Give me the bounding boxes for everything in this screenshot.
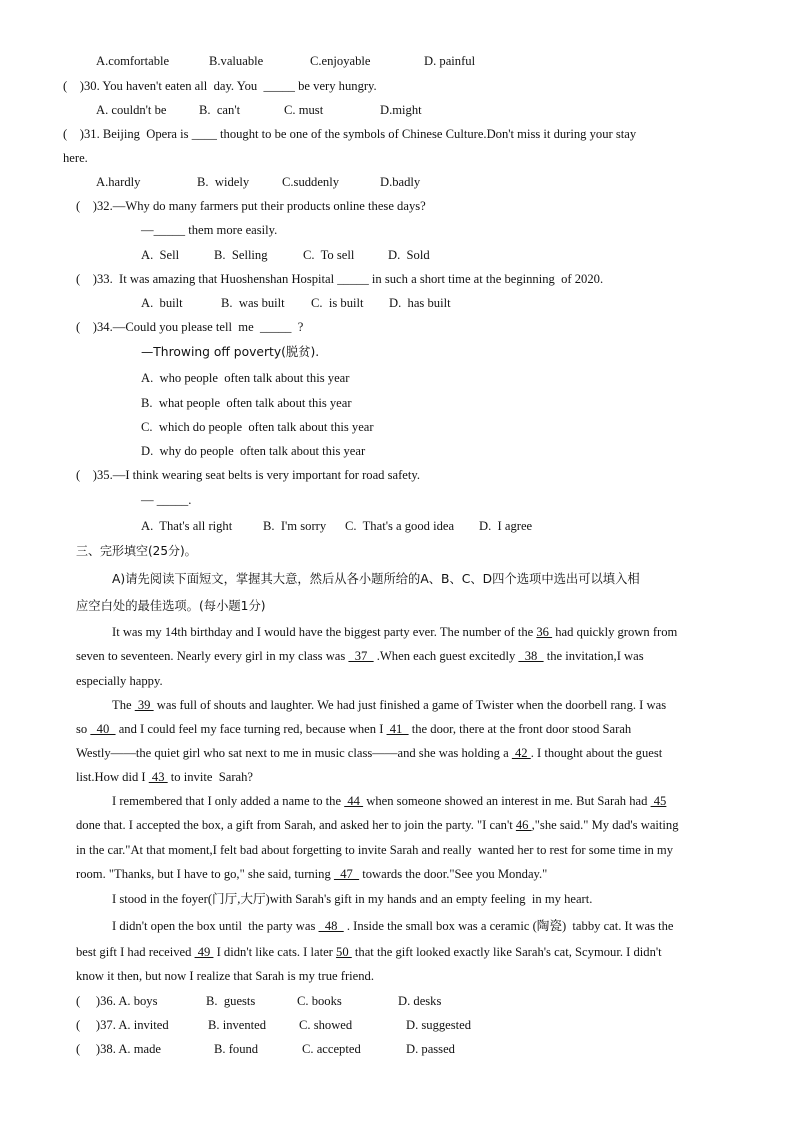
blank-44: 44 (344, 794, 364, 808)
q34-option-a: A. who people often talk about this year (141, 371, 350, 385)
passage-line: The 39 was full of shouts and laughter. We had just finished a game of Twister when the doorbell rang. I was (112, 698, 667, 712)
section-instruction-line1: A)请先阅读下面短文，掌握其大意，然后从各小题所给的A、B、C、D四个选项中选出可以填入相 (112, 572, 640, 586)
q31-stem-cont: here. (63, 151, 88, 165)
passage-line: so 40 and I could feel my face turning red, because when I 41 the door, there at the front door stood Sarah (76, 722, 632, 736)
passage-line: especially happy. (76, 674, 163, 688)
blank-38: 38 (518, 649, 544, 663)
q38-stem: ( )38. A. made (76, 1042, 161, 1056)
q29-option-c: C.enjoyable (310, 54, 371, 68)
q35-stem-cont: — _____. (141, 493, 192, 507)
passage-line: Westly——the quiet girl who sat next to me in music class——and she was holding a 42 . I thought about the guest (76, 746, 663, 760)
passage-line: I stood in the foyer(门厅,大厅)with Sarah's gift in my hands and an empty feeling in my heart. (112, 892, 593, 906)
q38-option-b: B. found (214, 1042, 259, 1056)
q36-stem: ( )36. A. boys (76, 994, 158, 1008)
passage-line: I didn't open the box until the party was 48 . Inside the small box was a ceramic (陶瓷) tabby cat. It was the (112, 919, 674, 933)
q33-stem: ( )33. It was amazing that Huoshenshan Hospital _____ in such a short time at the beginning of 2020. (76, 272, 604, 286)
q30-stem: ( )30. You haven't eaten all day. You _____ be very hungry. (63, 79, 377, 93)
q34-stem-cont: —Throwing off poverty(脱贫). (141, 345, 320, 359)
blank-48: 48 (318, 919, 344, 933)
q37-option-b: B. invented (208, 1018, 267, 1032)
q36-option-b: B. guests (206, 994, 256, 1008)
blank-46: 46 (515, 818, 532, 832)
q34-stem: ( )34.—Could you please tell me _____ ? (76, 320, 304, 334)
q34-option-b: B. what people often talk about this year (141, 396, 352, 410)
passage-line: room. "Thanks, but I have to go," she said, turning 47 towards the door."See you Monday." (76, 867, 548, 881)
q31-option-a: A.hardly (96, 175, 141, 189)
q30-option-d: D.might (380, 103, 422, 117)
q31-option-c: C.suddenly (282, 175, 340, 189)
q30-option-b: B. can't (199, 103, 241, 117)
q36-option-c: C. books (297, 994, 342, 1008)
q32-option-d: D. Sold (388, 248, 430, 262)
q35-stem: ( )35.—I think wearing seat belts is very important for road safety. (76, 468, 421, 482)
q34-option-d: D. why do people often talk about this year (141, 444, 366, 458)
blank-36: 36 (536, 625, 553, 639)
q34-option-c: C. which do people often talk about this year (141, 420, 374, 434)
q37-option-c: C. showed (299, 1018, 353, 1032)
passage-line: best gift I had received 49 I didn't like cats. I later 50 that the gift looked exactly like Sarah's cat, Scymour. I didn't (76, 945, 662, 959)
blank-49: 49 (194, 945, 214, 959)
blank-42: 42 (511, 746, 531, 760)
blank-47: 47 (333, 867, 360, 881)
passage-line: list.How did I 43 to invite Sarah? (76, 770, 253, 784)
q35-option-a: A. That's all right (141, 519, 233, 533)
q31-option-b: B. widely (197, 175, 250, 189)
blank-50: 50 (336, 945, 352, 959)
q32-stem: ( )32.—Why do many farmers put their products online these days? (76, 199, 426, 213)
q32-option-b: B. Selling (214, 248, 268, 262)
blank-39: 39 (134, 698, 154, 712)
q30-option-a: A. couldn't be (96, 103, 167, 117)
q31-option-d: D.badly (380, 175, 421, 189)
passage-line: know it then, but now I realize that Sarah is my true friend. (76, 969, 374, 983)
q37-option-d: D. suggested (406, 1018, 472, 1032)
blank-37: 37 (348, 649, 374, 663)
q32-option-a: A. Sell (141, 248, 180, 262)
passage-line: done that. I accepted the box, a gift from Sarah, and asked her to join the party. "I can't 46 ,"she said." My dad's waiting (76, 818, 679, 832)
q33-option-a: A. built (141, 296, 183, 310)
passage-line: in the car."At that moment,I felt bad about forgetting to invite Sarah and really wanted her to rest for some time in my (76, 843, 674, 857)
q37-stem: ( )37. A. invited (76, 1018, 169, 1032)
passage-line: I remembered that I only added a name to the 44 when someone showed an interest in me. But Sarah had 45 (112, 794, 667, 808)
q33-option-d: D. has built (389, 296, 451, 310)
q36-option-d: D. desks (398, 994, 442, 1008)
q29-option-a: A.comfortable (96, 54, 170, 68)
q33-option-c: C. is built (311, 296, 364, 310)
q31-stem: ( )31. Beijing Opera is ____ thought to be one of the symbols of Chinese Culture.Don't miss it during your stay (63, 127, 637, 141)
passage-line: It was my 14th birthday and I would have the biggest party ever. The number of the 36 had quickly grown from (112, 625, 678, 639)
q32-stem-cont: —_____ them more easily. (141, 223, 278, 237)
q33-option-b: B. was built (221, 296, 285, 310)
blank-45: 45 (650, 794, 667, 808)
q38-option-d: D. passed (406, 1042, 455, 1056)
blank-43: 43 (148, 770, 168, 784)
q32-option-c: C. To sell (303, 248, 355, 262)
q35-option-c: C. That's a good idea (345, 519, 455, 533)
q38-option-c: C. accepted (302, 1042, 361, 1056)
passage-line: seven to seventeen. Nearly every girl in my class was 37 .When each guest excitedly 38 the invitation,I was (76, 649, 644, 663)
section-title: 三、完形填空(25分)。 (76, 544, 197, 558)
q30-option-c: C. must (284, 103, 324, 117)
section-instruction-line2: 应空白处的最佳选项。(每小题1分) (76, 599, 266, 613)
q35-option-d: D. I agree (479, 519, 533, 533)
q29-option-d: D. painful (424, 54, 476, 68)
q35-option-b: B. I'm sorry (263, 519, 327, 533)
q29-option-b: B.valuable (209, 54, 264, 68)
blank-40: 40 (90, 722, 116, 736)
blank-41: 41 (386, 722, 409, 736)
